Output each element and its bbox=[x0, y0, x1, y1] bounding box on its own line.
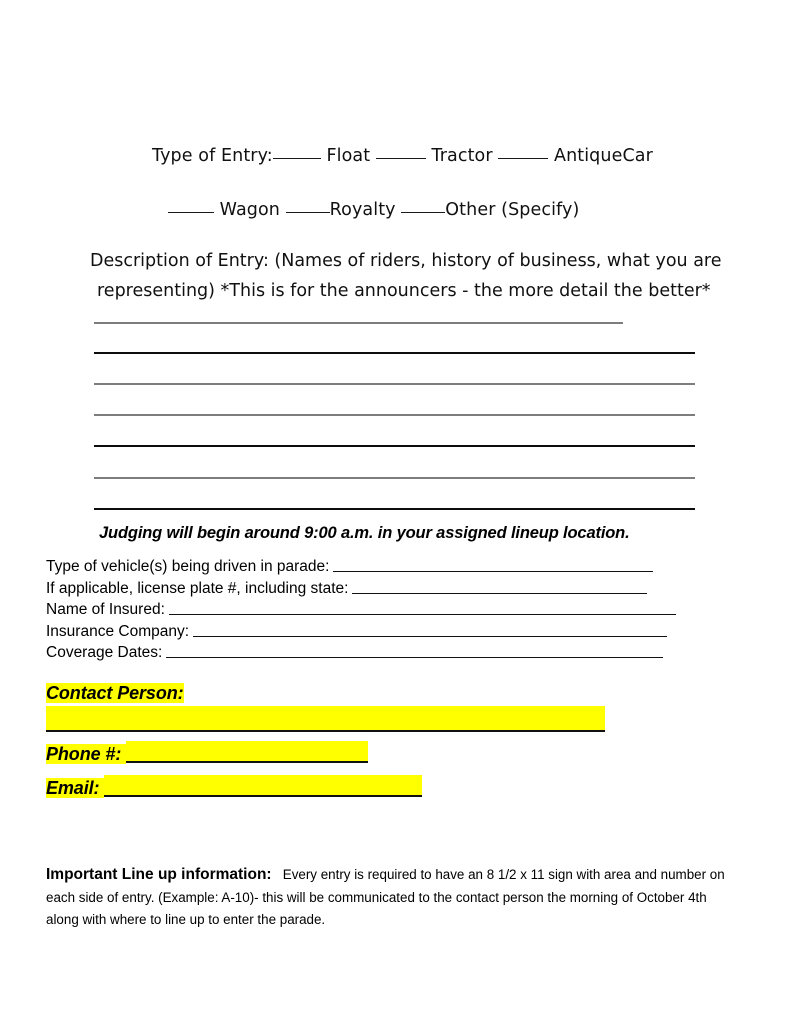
field-row bbox=[46, 599, 746, 621]
description-write-line-3[interactable] bbox=[94, 383, 695, 385]
field-label-1: Type of vehicle(s) being driven in parade: bbox=[46, 558, 330, 575]
entry-type-line-1 bbox=[152, 146, 653, 166]
entry-option-antiquecar: AntiqueCar bbox=[554, 146, 653, 166]
contact-person-input[interactable] bbox=[46, 706, 605, 732]
entry-option-royalty: Royalty bbox=[329, 200, 396, 220]
phone-row bbox=[46, 741, 746, 766]
contact-person-label: Contact Person: bbox=[46, 683, 184, 703]
field-input-5[interactable] bbox=[166, 643, 663, 658]
entry-blank-royalty[interactable] bbox=[286, 212, 330, 213]
judging-notice: Judging will begin around 9:00 a.m. in your assigned lineup location. bbox=[99, 524, 630, 542]
field-label-2: If applicable, license plate #, including state: bbox=[46, 579, 349, 597]
entry-option-other: Other (Specify) bbox=[445, 200, 580, 220]
email-row bbox=[46, 775, 746, 800]
entry-blank-other[interactable] bbox=[401, 212, 445, 213]
description-block bbox=[90, 246, 730, 306]
phone-input[interactable] bbox=[126, 741, 368, 763]
entry-option-tractor: Tractor bbox=[431, 146, 493, 166]
field-row bbox=[46, 642, 746, 664]
field-label-5: Coverage Dates: bbox=[46, 644, 163, 661]
lineup-note-body: Every entry is required to have an 8 1/2 x 11 sign with area and number on each side of entry. (Example: A-10)- this will be communicated to the contact person the morning of October 4th along with where to line up to enter the parade. bbox=[46, 867, 725, 927]
field-input-2[interactable] bbox=[352, 579, 647, 594]
entry-blank-float[interactable] bbox=[273, 158, 321, 159]
description-write-line-2[interactable] bbox=[94, 352, 695, 354]
entry-type-label: Type of Entry: bbox=[152, 146, 273, 166]
field-row bbox=[46, 556, 746, 578]
vehicle-insurance-fields bbox=[46, 556, 746, 664]
contact-block bbox=[46, 681, 746, 800]
field-label-4: Insurance Company: bbox=[46, 622, 190, 640]
lineup-information-note bbox=[46, 864, 736, 932]
email-input[interactable] bbox=[104, 775, 422, 797]
description-line-2: representing) *This is for the announcers - the more detail the better* bbox=[97, 281, 711, 301]
field-input-4[interactable] bbox=[193, 622, 667, 637]
description-write-line-5[interactable] bbox=[94, 445, 695, 447]
email-label: Email: bbox=[46, 778, 100, 798]
description-write-line-4[interactable] bbox=[94, 414, 695, 416]
lineup-note-heading: Important Line up information: bbox=[46, 866, 272, 883]
entry-option-float: Float bbox=[326, 146, 371, 166]
field-input-1[interactable] bbox=[333, 557, 653, 572]
description-write-line-6[interactable] bbox=[94, 477, 695, 479]
description-write-line-7[interactable] bbox=[94, 508, 695, 510]
field-label-3: Name of Insured: bbox=[46, 601, 165, 618]
phone-label: Phone #: bbox=[46, 744, 122, 764]
description-write-line-1[interactable] bbox=[94, 322, 623, 324]
entry-blank-wagon[interactable] bbox=[168, 212, 214, 213]
entry-type-line-2 bbox=[168, 200, 579, 220]
entry-option-wagon: Wagon bbox=[219, 200, 280, 220]
description-line-1: Description of Entry: (Names of riders, history of business, what you are bbox=[90, 251, 722, 271]
entry-blank-tractor[interactable] bbox=[376, 158, 426, 159]
field-row bbox=[46, 621, 746, 643]
contact-person-row bbox=[46, 681, 746, 706]
field-row bbox=[46, 578, 746, 600]
field-input-3[interactable] bbox=[169, 600, 676, 615]
entry-blank-antiquecar[interactable] bbox=[498, 158, 548, 159]
